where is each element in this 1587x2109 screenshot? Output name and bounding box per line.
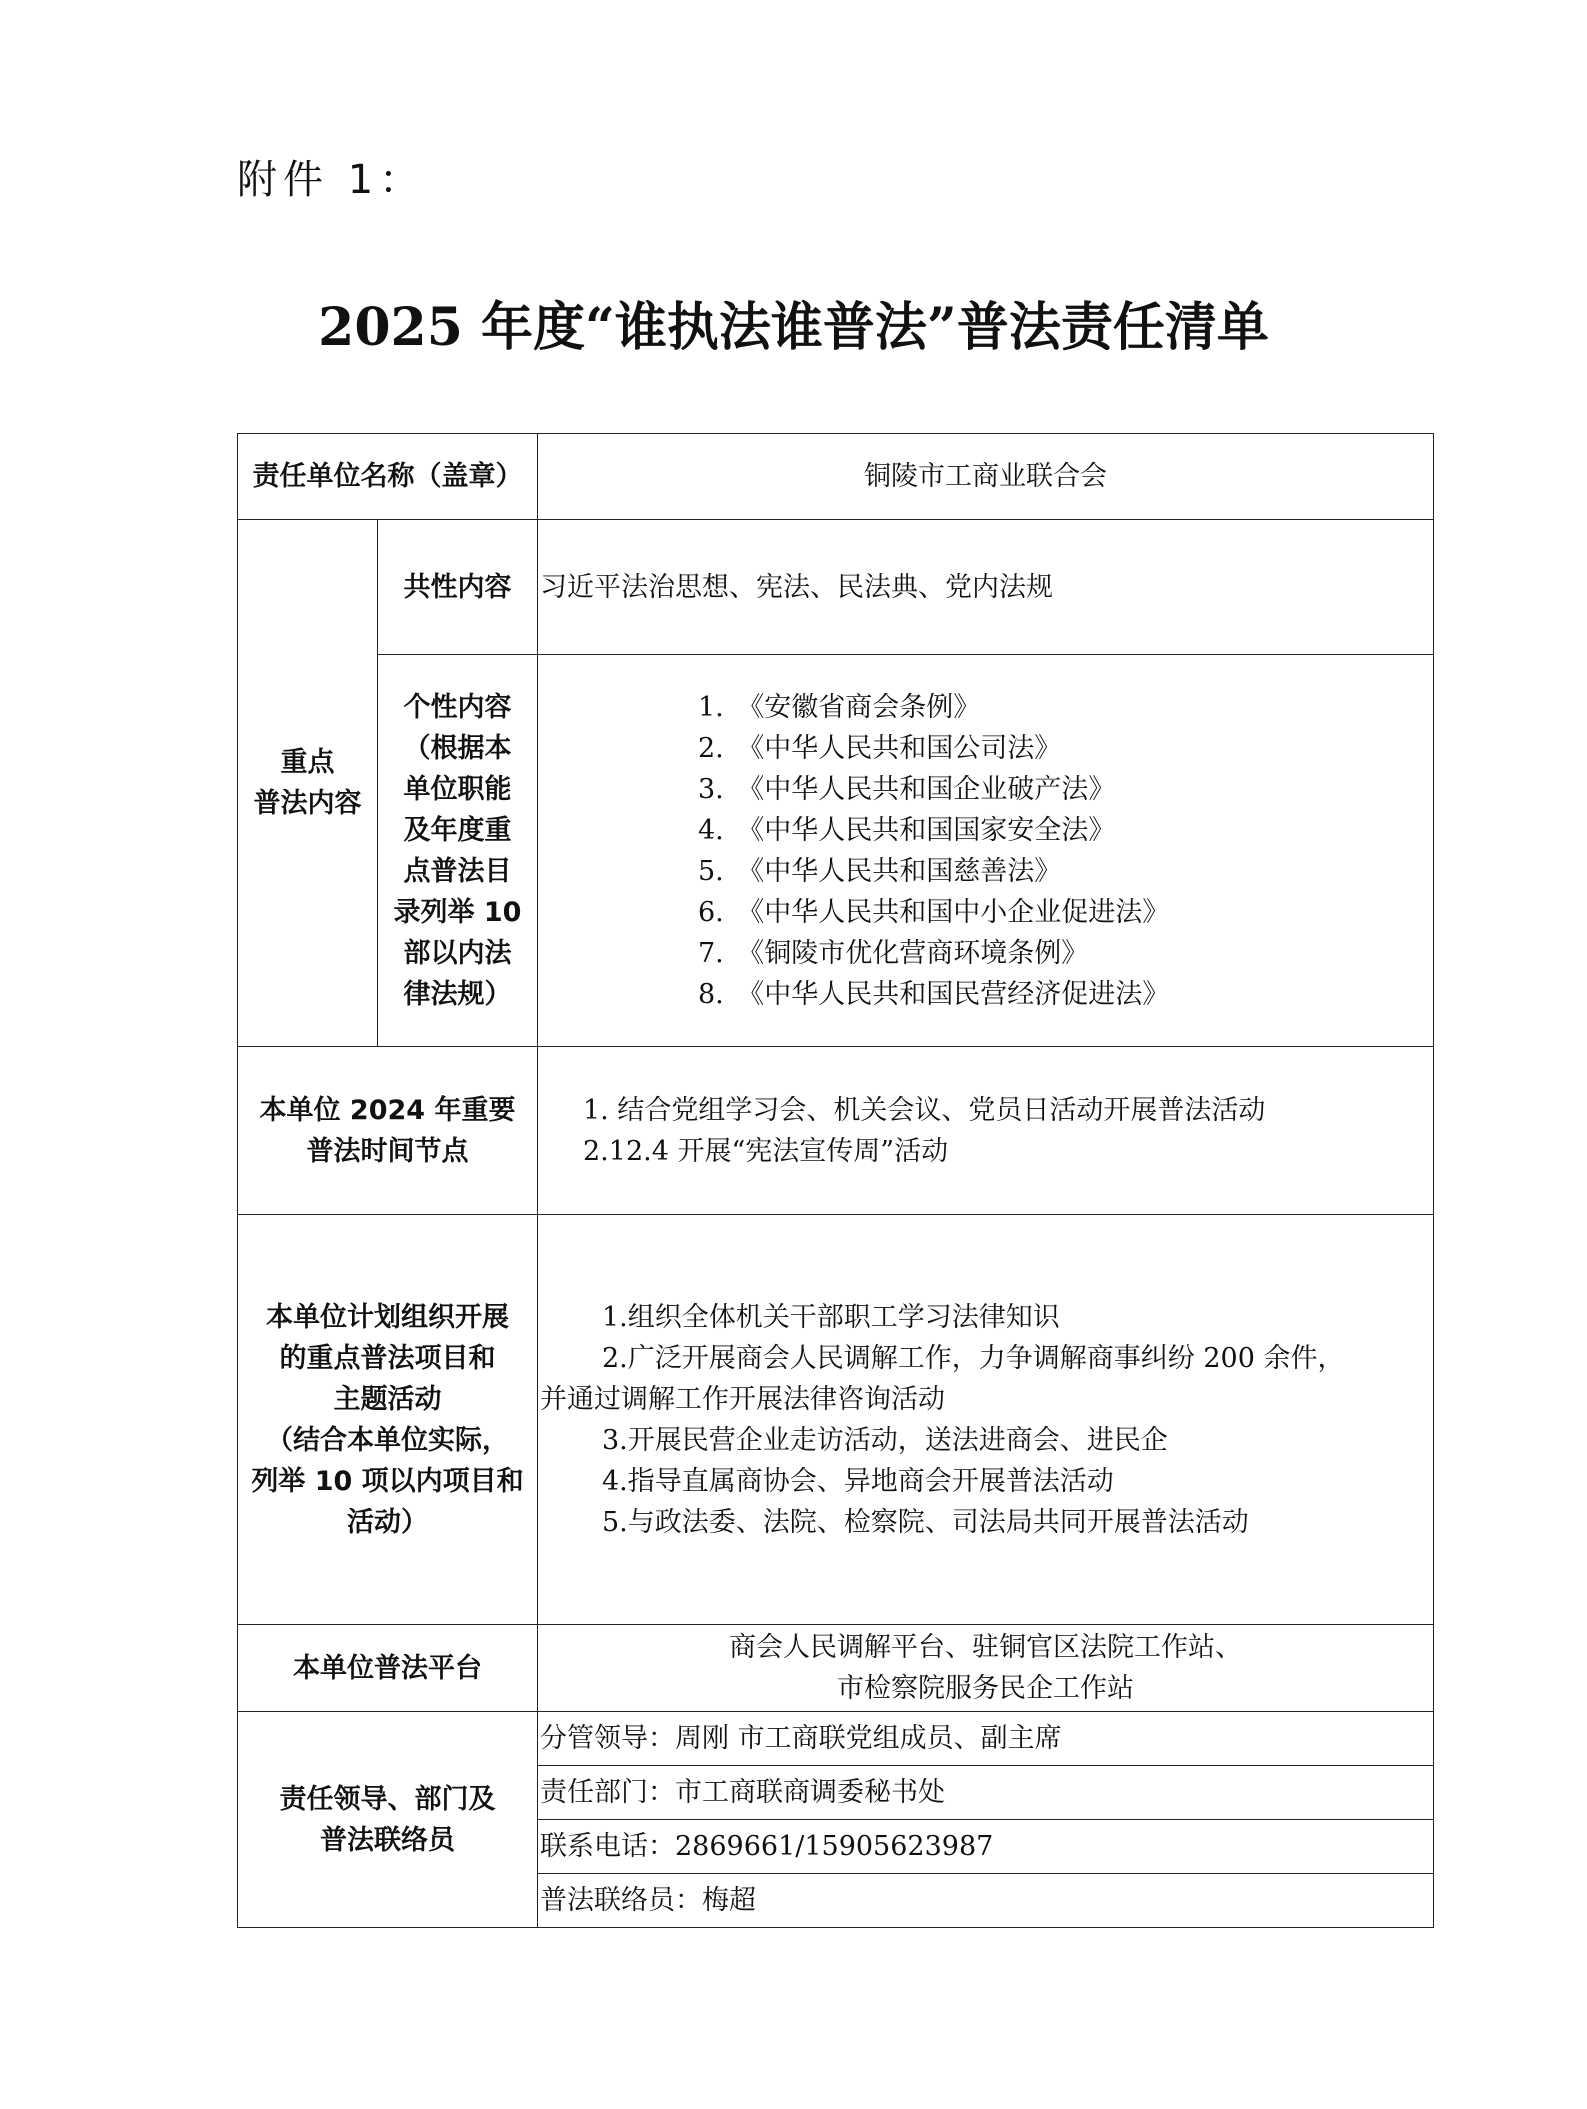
law-item: 5. 《中华人民共和国慈善法》: [698, 855, 1062, 887]
contact-liaison: 普法联络员：梅超: [538, 1874, 1434, 1928]
time-nodes-label-text: 本单位 2024 年重要 普法时间节点: [259, 1094, 516, 1167]
project-item-continued: 并通过调解工作开展法律咨询活动: [540, 1383, 945, 1415]
unit-label: 责任单位名称（盖章）: [238, 434, 538, 520]
law-item: 6. 《中华人民共和国中小企业促进法》: [698, 896, 1170, 928]
project-item: 1.组织全体机关干部职工学习法律知识: [602, 1301, 1060, 1333]
projects-list: [538, 1215, 1434, 1625]
specific-content-label: [378, 655, 538, 1047]
time-nodes-list: [538, 1047, 1434, 1215]
contacts-label: [238, 1712, 538, 1928]
common-content-label: 共性内容: [378, 520, 538, 655]
unit-row: [238, 434, 1434, 520]
platform-value: [538, 1625, 1434, 1712]
time-node-item: 1. 结合党组学习会、机关会议、党员日活动开展普法活动: [583, 1094, 1266, 1126]
project-item: 4.指导直属商协会、异地商会开展普法活动: [602, 1465, 1114, 1497]
projects-label: [238, 1215, 538, 1625]
platform-line: 商会人民调解平台、驻铜官区法院工作站、: [729, 1632, 1242, 1663]
project-item: 3.开展民营企业走访活动，送法进商会、进民企: [602, 1424, 1168, 1456]
key-content-label-text: 重点 普法内容: [253, 747, 362, 819]
law-item: 1. 《安徽省商会条例》: [698, 691, 981, 723]
contact-department: 责任部门：市工商联商调委秘书处: [538, 1766, 1434, 1820]
time-node-item: 2.12.4 开展“宪法宣传周”活动: [583, 1135, 949, 1167]
projects-row: [238, 1215, 1434, 1625]
common-content-value: 习近平法治思想、宪法、民法典、党内法规: [538, 520, 1434, 655]
law-item: 4. 《中华人民共和国国家安全法》: [698, 814, 1116, 846]
specific-content-row: [238, 655, 1434, 1047]
law-item: 2. 《中华人民共和国公司法》: [698, 732, 1062, 764]
project-item: 2.广泛开展商会人民调解工作，力争调解商事纠纷 200 余件，: [602, 1342, 1345, 1374]
attachment-label: 附件 1：: [237, 157, 426, 203]
contact-row: [238, 1712, 1434, 1766]
contact-phone: 联系电话：2869661/15905623987: [538, 1820, 1434, 1874]
law-item: 7. 《铜陵市优化营商环境条例》: [698, 937, 1089, 969]
responsibility-table: [237, 433, 1434, 1928]
time-nodes-label: [238, 1047, 538, 1215]
platform-label: 本单位普法平台: [238, 1625, 538, 1712]
platform-line: 市检察院服务民企工作站: [837, 1673, 1134, 1704]
law-item: 8. 《中华人民共和国民营经济促进法》: [698, 978, 1170, 1010]
page-title: 2025 年度“谁执法谁普法”普法责任清单: [318, 297, 1269, 358]
time-nodes-row: [238, 1047, 1434, 1215]
law-item: 3. 《中华人民共和国企业破产法》: [698, 773, 1116, 805]
specific-content-label-text: 个性内容 （根据本 单位职能 及年度重 点普法目 录列举 10 部以内法 律法规）: [393, 691, 522, 1010]
platform-row: [238, 1625, 1434, 1712]
projects-label-text: 本单位计划组织开展 的重点普法项目和 主题活动 （结合本单位实际， 列举 10 项以内项目和 活动）: [251, 1301, 524, 1538]
common-content-row: [238, 520, 1434, 655]
unit-value: 铜陵市工商业联合会: [538, 434, 1434, 520]
project-item: 5.与政法委、法院、检察院、司法局共同开展普法活动: [602, 1506, 1249, 1538]
contacts-label-text: 责任领导、部门及 普法联络员: [279, 1783, 496, 1856]
specific-law-list: [538, 655, 1434, 1047]
contact-leader: 分管领导：周刚 市工商联党组成员、副主席: [538, 1712, 1434, 1766]
key-content-label: [238, 520, 378, 1047]
